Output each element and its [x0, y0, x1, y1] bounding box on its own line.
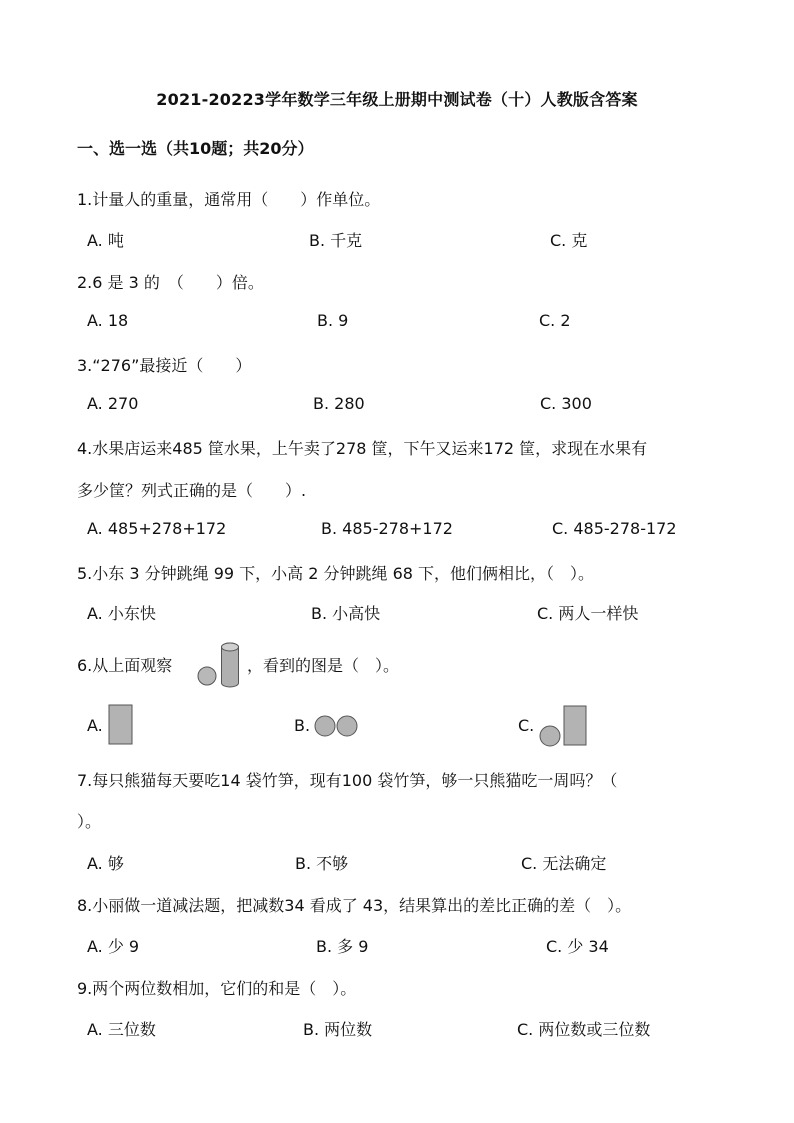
question-4-line-2: 多少筐？列式正确的是（ ）.	[77, 481, 307, 500]
q1-option-c[interactable]: C. 克	[550, 231, 588, 250]
q5-option-b[interactable]: B. 小高快	[311, 604, 381, 623]
q2-option-c[interactable]: C. 2	[539, 311, 571, 330]
q7-option-b[interactable]: B. 不够	[295, 854, 349, 873]
q6-option-c[interactable]: C.	[518, 716, 535, 735]
circle-and-rectangle-icon	[537, 704, 589, 748]
question-5: 5.小东 3 分钟跳绳 99 下，小高 2 分钟跳绳 68 下，他们俩相比，（ ）。	[77, 564, 595, 583]
page-title: 2021-20223学年数学三年级上册期中测试卷（十）人教版含答案	[156, 90, 638, 109]
q4-option-b[interactable]: B. 485-278+172	[321, 519, 453, 538]
q9-option-a[interactable]: A. 三位数	[87, 1020, 156, 1039]
q8-option-b[interactable]: B. 多 9	[316, 937, 369, 956]
q3-option-a[interactable]: A. 270	[87, 394, 139, 413]
q5-option-a[interactable]: A. 小东快	[87, 604, 156, 623]
q3-option-b[interactable]: B. 280	[313, 394, 365, 413]
rectangle-icon	[108, 704, 134, 746]
q1-option-a[interactable]: A. 吨	[87, 231, 124, 250]
q5-option-c[interactable]: C. 两人一样快	[537, 604, 639, 623]
question-9: 9.两个两位数相加，它们的和是（ ）。	[77, 979, 357, 998]
q7-option-a[interactable]: A. 够	[87, 854, 124, 873]
question-1: 1.计量人的重量，通常用（ ）作单位。	[77, 190, 381, 209]
question-7-line-2: ）。	[77, 812, 102, 831]
q6-option-a[interactable]: A.	[87, 716, 103, 735]
q9-option-c[interactable]: C. 两位数或三位数	[517, 1020, 651, 1039]
q3-option-c[interactable]: C. 300	[540, 394, 592, 413]
q2-option-a[interactable]: A. 18	[87, 311, 129, 330]
sphere-and-cylinder-figure	[194, 636, 244, 692]
q2-option-b[interactable]: B. 9	[317, 311, 349, 330]
section-heading: 一、选一选（共10题；共20分）	[77, 139, 314, 158]
q8-option-c[interactable]: C. 少 34	[546, 937, 609, 956]
q4-option-a[interactable]: A. 485+278+172	[87, 519, 227, 538]
q9-option-b[interactable]: B. 两位数	[303, 1020, 373, 1039]
q6-option-b[interactable]: B.	[294, 716, 311, 735]
question-6-suffix: ，看到的图是（ ）。	[247, 656, 400, 675]
q1-option-b[interactable]: B. 千克	[309, 231, 363, 250]
q7-option-c[interactable]: C. 无法确定	[521, 854, 607, 873]
question-2: 2.6 是 3 的 （ ）倍。	[77, 273, 264, 292]
two-circles-icon	[313, 714, 359, 738]
question-8: 8.小丽做一道减法题，把减数34 看成了 43，结果算出的差比正确的差（ ）。	[77, 896, 632, 915]
question-4: 4.水果店运来485 筐水果，上午卖了278 筐，下午又运来172 筐，求现在水果有	[77, 439, 648, 458]
q8-option-a[interactable]: A. 少 9	[87, 937, 140, 956]
q4-option-c[interactable]: C. 485-278-172	[552, 519, 677, 538]
question-6: 6.从上面观察	[77, 656, 173, 675]
question-7: 7.每只熊猫每天要吃14 袋竹笋，现有100 袋竹笋，够一只熊猫吃一周吗？（	[77, 771, 618, 790]
question-3: 3.“276”最接近（ ）	[77, 356, 252, 375]
